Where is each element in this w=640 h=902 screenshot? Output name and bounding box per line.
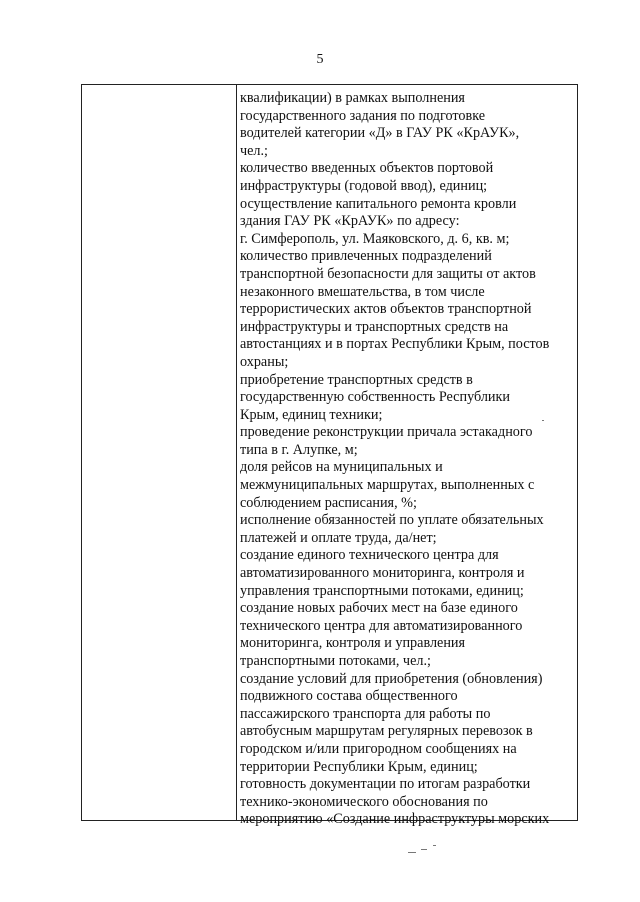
text-line: создание новых рабочих мест на базе единого: [240, 600, 518, 617]
text-line: здания ГАУ РК «КрАУК» по адресу:: [240, 213, 460, 230]
table-cell-right: [240, 90, 574, 829]
text-line: автоматизированного мониторинга, контроля и: [240, 565, 525, 582]
text-line: автостанциях и в портах Республики Крым, постов: [240, 336, 550, 353]
text-line: мониторинга, контроля и управления: [240, 635, 466, 652]
text-line: г. Симферополь, ул. Маяковского, д. 6, кв. м;: [240, 230, 510, 247]
document-table: [81, 84, 578, 828]
text-line: территории Республики Крым, единиц;: [240, 758, 478, 775]
text-line: инфраструктуры и транспортных средств на: [240, 318, 509, 335]
text-line: транспортными потоками, чел.;: [240, 653, 431, 669]
text-line: незаконного вмешательства, в том числе: [240, 283, 485, 300]
text-line: количество введенных объектов портовой: [240, 160, 494, 177]
text-line: платежей и оплате труда, да/нет;: [240, 529, 437, 546]
text-line: создание единого технического центра для: [240, 547, 499, 564]
text-line: водителей категории «Д» в ГАУ РК «КрАУК»,: [240, 125, 520, 142]
text-line: создание условий для приобретения (обновления): [240, 670, 543, 687]
text-line: городском и/или пригородном сообщениях на: [240, 740, 517, 757]
table-cell-left: [82, 85, 236, 820]
text-line: подвижного состава общественного: [240, 688, 458, 705]
text-line: автобусным маршрутам регулярных перевозок в: [240, 723, 533, 740]
text-line: приобретение транспортных средств в: [240, 371, 473, 388]
text-line: исполнение обязанностей по уплате обязательных: [240, 512, 544, 529]
text-line: государственного задания по подготовке: [240, 107, 486, 124]
text-line: Крым, единиц техники;: [240, 406, 383, 423]
text-line: квалификации) в рамках выполнения: [240, 90, 465, 106]
scan-speck: [421, 849, 427, 850]
text-line: чел.;: [240, 142, 269, 159]
page-number: 5: [316, 52, 324, 67]
text-line: проведение реконструкции причала эстакадного: [240, 424, 533, 441]
text-line: инфраструктуры (годовой ввод), единиц;: [240, 177, 488, 194]
column-divider: [236, 85, 237, 820]
text-line: готовность документации по итогам разработки: [240, 776, 531, 793]
text-line: доля рейсов на муниципальных и: [240, 459, 443, 476]
text-line: соблюдением расписания, %;: [240, 494, 417, 511]
text-line: типа в г. Алупке, м;: [240, 441, 358, 458]
text-line: террористических актов объектов транспортной: [240, 301, 532, 318]
text-line: государственную собственность Республики: [240, 389, 511, 406]
scan-speck: [542, 420, 544, 421]
text-line: мероприятию «Создание инфраструктуры морских: [240, 811, 550, 828]
text-line: пассажирского транспорта для работы по: [240, 705, 491, 722]
text-line: управления транспортными потоками, единиц;: [240, 582, 524, 599]
text-line: осуществление капитального ремонта кровли: [240, 195, 517, 212]
text-line: межмуниципальных маршрутах, выполненных с: [240, 477, 535, 494]
text-line: технического центра для автоматизированного: [240, 617, 523, 634]
text-line: транспортной безопасности для защиты от актов: [240, 265, 536, 282]
scan-speck: [433, 845, 436, 846]
text-line: количество привлеченных подразделений: [240, 248, 492, 265]
text-line: охраны;: [240, 353, 289, 370]
text-line: технико-экономического обоснования по: [240, 793, 488, 810]
scan-speck: [408, 852, 416, 853]
